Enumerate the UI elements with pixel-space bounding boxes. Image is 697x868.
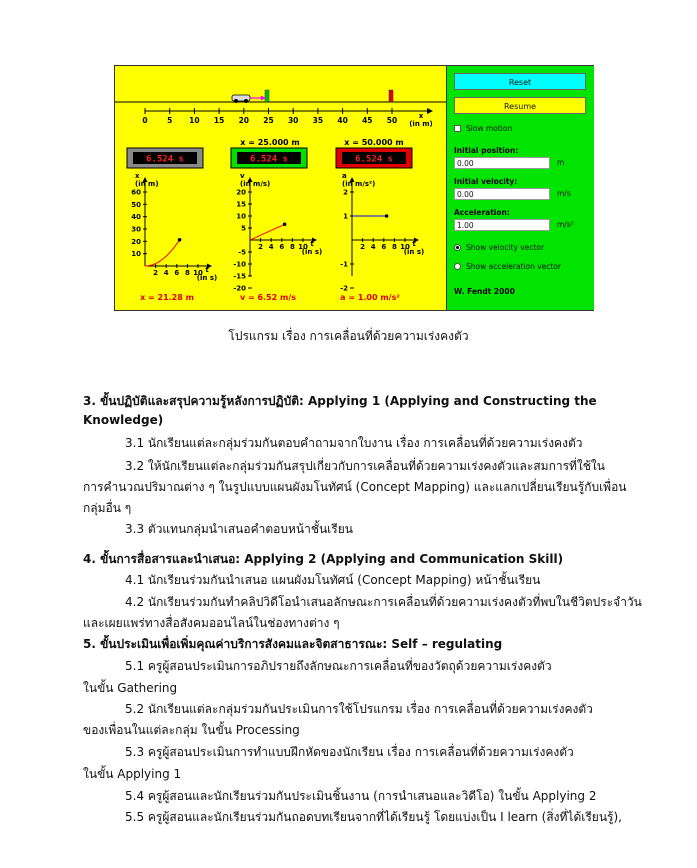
ruler-unit-label: x (in m) xyxy=(409,112,433,128)
acceleration-vector-label: Show acceleration vector xyxy=(466,262,561,271)
item-5-1: 5.1 ครูผู้สอนประเมินการอภิปรายถึงลักษณะการเคลื่อนที่ของวัตถุด้วยความเร่งคงตัว xyxy=(125,659,552,673)
x-graph-point xyxy=(178,238,182,242)
green-marker xyxy=(265,90,269,102)
velocity-vector-radio[interactable] xyxy=(454,244,461,251)
item-5-3-cont: ในขั้น Applying 1 xyxy=(83,767,182,781)
red-marker xyxy=(389,90,393,102)
section-4-heading: 4. ขั้นการสื่อสารและนำเสนอ: Applying 2 (Applying and Communication Skill) xyxy=(83,552,564,566)
v-graph-y-tick-label: 10 xyxy=(236,212,246,221)
car-wheel-front xyxy=(244,99,248,103)
a-graph-x-tick-label: 10 xyxy=(400,243,410,251)
x-graph-y-label: x (in m) xyxy=(135,172,159,188)
simulation-canvas xyxy=(115,66,446,310)
v-graph-x-tick-label: 10 xyxy=(298,243,308,251)
v-graph-x-label: t (in s) xyxy=(301,240,323,256)
v-graph-y-tick-label: -5 xyxy=(238,248,246,257)
ruler-tick-label: 25 xyxy=(263,116,274,125)
reset-button[interactable]: Reset xyxy=(454,73,586,90)
control-panel xyxy=(446,66,594,310)
x-graph-y-tick-label: 20 xyxy=(131,237,141,246)
initial-velocity-unit: m/s xyxy=(557,189,571,198)
item-5-4: 5.4 ครูผู้สอนและนักเรียนร่วมกันประเมินชิ้นงาน (การนำเสนอและวิดีโอ) ในขั้น Applying 2 xyxy=(125,789,597,803)
item-5-1-cont: ในขั้น Gathering xyxy=(83,681,178,695)
a-graph-y-tick-label: 1 xyxy=(343,212,348,221)
acceleration-unit: m/s² xyxy=(557,220,574,229)
v-graph-x-tick-label: 8 xyxy=(289,243,295,251)
motion-applet xyxy=(114,65,594,311)
a-graph-x-tick-label: 8 xyxy=(391,243,397,251)
v-graph-x-tick-label: 4 xyxy=(268,243,274,251)
v-graph-y-tick-label: 20 xyxy=(236,188,246,197)
marker-label-2: x = 50.000 m xyxy=(344,138,404,147)
a-graph-x-label: t (in s) xyxy=(403,240,425,256)
item-3-3: 3.3 ตัวแทนกลุ่มนำเสนอคำตอบหน้าชั้นเรียน xyxy=(125,522,353,536)
clock-time: 6.524 s xyxy=(355,154,393,165)
v-graph-y-label: v (in m/s) xyxy=(240,172,271,188)
a-readout: a = 1.00 m/s² xyxy=(340,293,400,302)
ruler-tick-label: 5 xyxy=(167,116,173,125)
x-graph-x-tick-label: 8 xyxy=(184,269,190,277)
a-graph-x-tick-label: 2 xyxy=(360,243,366,251)
x-graph-y-tick-label: 10 xyxy=(131,250,141,259)
x-graph-y-tick-label: 40 xyxy=(131,213,141,222)
item-5-2: 5.2 นักเรียนแต่ละกลุ่มร่วมกันประเมินการใช้โปรแกรม เรื่อง การเคลื่อนที่ด้วยความเร่งคงตัว xyxy=(125,702,593,716)
item-3-2-cont1: การคำนวณปริมาณต่าง ๆ ในรูปแบบแผนผังมโนทัศน์ (Concept Mapping) และแลกเปลี่ยนเรียนรู้กับเพื่อน xyxy=(83,480,627,494)
x-graph-x-tick-label: 6 xyxy=(174,269,180,277)
a-graph-y-tick-label: -1 xyxy=(340,260,348,269)
initial-position-input[interactable]: 0.00 xyxy=(454,157,550,169)
item-3-1: 3.1 นักเรียนแต่ละกลุ่มร่วมกันตอบคำถามจากใบงาน เรื่อง การเคลื่อนที่ด้วยความเร่งคงตัว xyxy=(125,436,583,450)
v-graph-x-tick-label: 2 xyxy=(258,243,264,251)
x-graph-x-tick-label: 10 xyxy=(193,269,203,277)
section-3-heading-line1: 3. ขั้นปฏิบัติและสรุปความรู้หลังการปฏิบัติ: Applying 1 (Applying and Constructing the xyxy=(83,394,597,408)
initial-position-label: Initial position: xyxy=(454,146,519,155)
a-graph-y-label: a (in m/s²) xyxy=(342,172,376,188)
v-graph-y-tick-label: 15 xyxy=(236,200,246,209)
marker-label-1: x = 25.000 m xyxy=(240,138,300,147)
x-graph-y-tick-label: 30 xyxy=(131,225,141,234)
clock-time: 6.524 s xyxy=(250,154,288,165)
x-graph-x-label: t (in s) xyxy=(196,266,218,282)
ruler-tick-label: 45 xyxy=(362,116,373,125)
ruler-tick-label: 35 xyxy=(312,116,324,125)
v-graph-y-tick-label: -15 xyxy=(233,272,246,281)
item-5-3: 5.3 ครูผู้สอนประเมินการทำแบบฝึกหัดของนักเรียน เรื่อง การเคลื่อนที่ด้วยความเร่งคงตัว xyxy=(125,745,574,759)
ruler-tick-label: 40 xyxy=(337,116,348,125)
x-graph-y-tick-label: 50 xyxy=(131,200,141,209)
velocity-vector-label: Show velocity vector xyxy=(466,243,545,252)
x-graph-x-tick-label: 4 xyxy=(163,269,169,277)
v-readout: v = 6.52 m/s xyxy=(239,293,297,302)
figure-caption: โปรแกรม เรื่อง การเคลื่อนที่ด้วยความเร่งคงตัว xyxy=(228,329,469,343)
resume-button[interactable]: Resume xyxy=(454,97,586,114)
v-graph-y-tick-label: -10 xyxy=(233,260,246,269)
section-5-heading: 5. ขั้นประเมินเพื่อเพิ่มคุณค่าบริการสังคมและจิตสาธารณะ: Self – regulating xyxy=(83,637,503,651)
x-graph-x-tick-label: 2 xyxy=(153,269,159,277)
v-graph-y-tick-label: 5 xyxy=(241,224,246,233)
ruler-tick-label: 15 xyxy=(213,116,225,125)
item-5-2-cont: ของเพื่อนในแต่ละกลุ่ม ในขั้น Processing xyxy=(83,723,300,737)
item-3-2: 3.2 ให้นักเรียนแต่ละกลุ่มร่วมกันสรุปเกี่ยวกับการเคลื่อนที่ด้วยความเร่งคงตัวและสมการที่ใช้ใน xyxy=(125,459,605,473)
ruler-tick-label: 50 xyxy=(386,116,398,125)
initial-position-unit: m xyxy=(557,158,565,167)
ruler-arrow xyxy=(427,108,433,114)
item-4-1: 4.1 นักเรียนร่วมกันนำเสนอ แผนผังมโนทัศน์ (Concept Mapping) หน้าชั้นเรียน xyxy=(125,573,541,587)
item-3-2-cont2: กลุ่มอื่น ๆ xyxy=(83,501,132,515)
a-graph-x-tick-label: 4 xyxy=(370,243,376,251)
ruler-tick-label: 30 xyxy=(287,116,299,125)
x-graph-y-tick-label: 60 xyxy=(131,188,141,197)
acceleration-label: Acceleration: xyxy=(454,208,510,217)
ruler-tick-label: 10 xyxy=(189,116,200,125)
acceleration-input[interactable]: 1.00 xyxy=(454,219,550,231)
acceleration-vector-radio[interactable] xyxy=(454,263,461,270)
slow-motion-label: Slow motion xyxy=(466,124,513,133)
v-graph-x-tick-label: 6 xyxy=(279,243,285,251)
a-graph-y-tick-label: -2 xyxy=(340,284,348,293)
section-3-heading-line2: Knowledge) xyxy=(83,413,164,427)
a-graph-x-tick-label: 6 xyxy=(381,243,387,251)
car-wheel-rear xyxy=(234,99,238,103)
item-4-2: 4.2 นักเรียนร่วมกันทำคลิปวิดีโอนำเสนอลักษณะการเคลื่อนที่ด้วยความเร่งคงตัวที่พบในชีวิตประจำวัน xyxy=(125,595,642,609)
initial-velocity-input[interactable]: 0.00 xyxy=(454,188,550,200)
v-graph-curve xyxy=(250,224,285,240)
v-graph-y-tick-label: -20 xyxy=(233,284,246,293)
ruler-tick-label: 20 xyxy=(238,116,250,125)
x-graph-curve xyxy=(145,240,180,266)
credit-text: W. Fendt 2000 xyxy=(454,287,515,296)
v-graph-point xyxy=(283,223,287,227)
slow-motion-checkbox[interactable] xyxy=(454,125,461,132)
x-readout: x = 21.28 m xyxy=(140,293,194,302)
item-4-2-cont: และเผยแพร่ทางสื่อสังคมออนไลน์ในช่องทางต่าง ๆ xyxy=(83,616,340,630)
clock-time: 6.524 s xyxy=(146,154,184,165)
initial-velocity-label: Initial velocity: xyxy=(454,177,518,186)
a-graph-y-tick-label: 2 xyxy=(343,188,348,197)
item-5-5: 5.5 ครูผู้สอนและนักเรียนร่วมกันถอดบทเรียนจากที่ได้เรียนรู้ โดยแบ่งเป็น I learn (สิ่งที่ได้เรียนรู้), xyxy=(125,810,622,824)
ruler-tick-label: 0 xyxy=(142,116,148,125)
simulation-area xyxy=(115,66,446,310)
a-graph-point xyxy=(385,214,389,218)
